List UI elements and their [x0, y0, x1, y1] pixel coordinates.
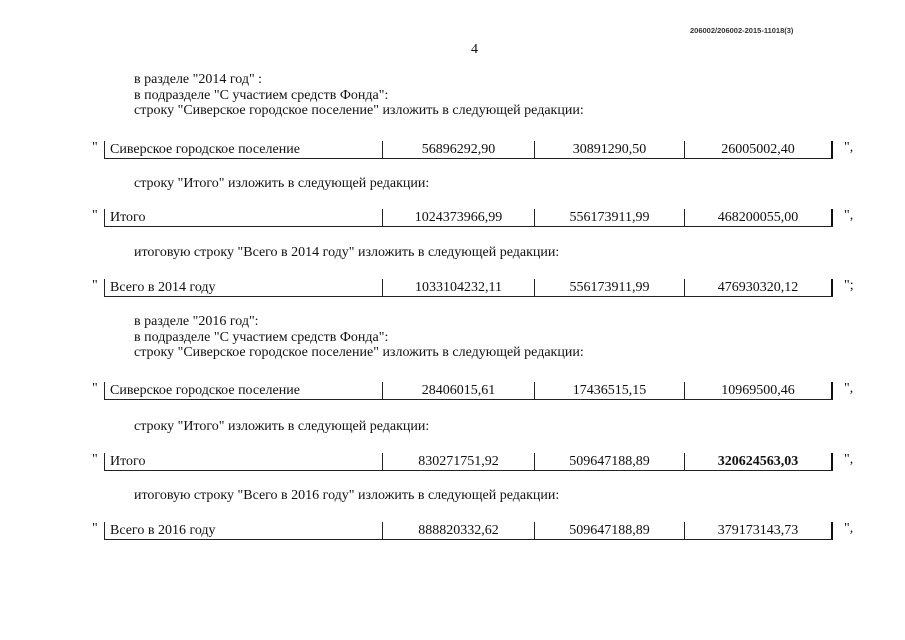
table-cell-name: Всего в 2016 году — [105, 522, 383, 539]
table-row-2014-itogo — [92, 207, 862, 227]
table — [104, 279, 833, 297]
section-2016-intro — [134, 314, 584, 361]
quote-open: " — [92, 452, 98, 467]
text-itogo-2014: строку "Итого" изложить в следующей редакции: — [134, 176, 430, 191]
text-itogo-2016: строку "Итого" изложить в следующей редакции: — [134, 419, 430, 434]
quote-open: " — [92, 140, 98, 155]
table-cell-other: 468200055,00 — [685, 209, 833, 226]
document-id: 206002/206002-2015-11018(3) — [690, 26, 794, 35]
table-cell-total: 888820332,62 — [383, 522, 535, 539]
table-cell-name: Итого — [105, 209, 383, 226]
table-cell-name: Итого — [105, 453, 383, 470]
table-cell-fund: 556173911,99 — [535, 209, 685, 226]
table-cell-total: 1033104232,11 — [383, 279, 535, 296]
section-2014-intro — [134, 72, 584, 119]
table — [104, 453, 833, 471]
quote-close: "; — [844, 278, 854, 293]
table-cell-fund: 17436515,15 — [535, 382, 685, 399]
quote-close: ", — [844, 521, 854, 536]
table-cell-name: Всего в 2014 году — [105, 279, 383, 296]
table-cell-fund: 509647188,89 — [535, 453, 685, 470]
table-cell-name: Сиверское городское поселение — [105, 382, 383, 399]
quote-open: " — [92, 278, 98, 293]
table-cell-fund: 30891290,50 — [535, 141, 685, 158]
quote-close: ", — [844, 452, 854, 467]
text-line: в разделе "2014 год" : — [134, 72, 263, 87]
quote-close: ", — [844, 140, 854, 155]
table-cell-other: 379173143,73 — [685, 522, 833, 539]
table — [104, 141, 833, 159]
table — [104, 209, 833, 227]
page-number: 4 — [471, 42, 478, 57]
quote-open: " — [92, 521, 98, 536]
table-row-2014-vsego — [92, 277, 862, 297]
table-cell-other: 476930320,12 — [685, 279, 833, 296]
table-cell-other: 10969500,46 — [685, 382, 833, 399]
text-line: строку "Сиверское городское поселение" изложить в следующей редакции: — [134, 103, 584, 118]
table-row-2016-siverskoe — [92, 380, 862, 400]
table-cell-fund: 509647188,89 — [535, 522, 685, 539]
quote-open: " — [92, 381, 98, 396]
text-line: в подразделе "С участием средств Фонда": — [134, 329, 389, 345]
table-row-2016-vsego — [92, 520, 862, 540]
quote-close: ", — [844, 208, 854, 223]
text-vsego-2016: итоговую строку "Всего в 2016 году" изложить в следующей редакции: — [134, 488, 560, 503]
table — [104, 522, 833, 540]
table-row-2016-itogo — [92, 451, 862, 471]
text-line: строку "Сиверское городское поселение" изложить в следующей редакции: — [134, 345, 584, 360]
table — [104, 382, 833, 400]
table-cell-total: 830271751,92 — [383, 453, 535, 470]
table-cell-total: 1024373966,99 — [383, 209, 535, 226]
table-cell-total: 56896292,90 — [383, 141, 535, 158]
table-cell-name: Сиверское городское поселение — [105, 141, 383, 158]
quote-open: " — [92, 208, 98, 223]
text-vsego-2014: итоговую строку "Всего в 2014 году" изложить в следующей редакции: — [134, 245, 560, 260]
table-row-2014-siverskoe — [92, 139, 862, 159]
text-line: в разделе "2016 год": — [134, 314, 259, 329]
text-line: в подразделе "С участием средств Фонда": — [134, 87, 389, 103]
table-cell-other: 320624563,03 — [685, 453, 833, 470]
table-cell-fund: 556173911,99 — [535, 279, 685, 296]
table-cell-total: 28406015,61 — [383, 382, 535, 399]
quote-close: ", — [844, 381, 854, 396]
table-cell-other: 26005002,40 — [685, 141, 833, 158]
